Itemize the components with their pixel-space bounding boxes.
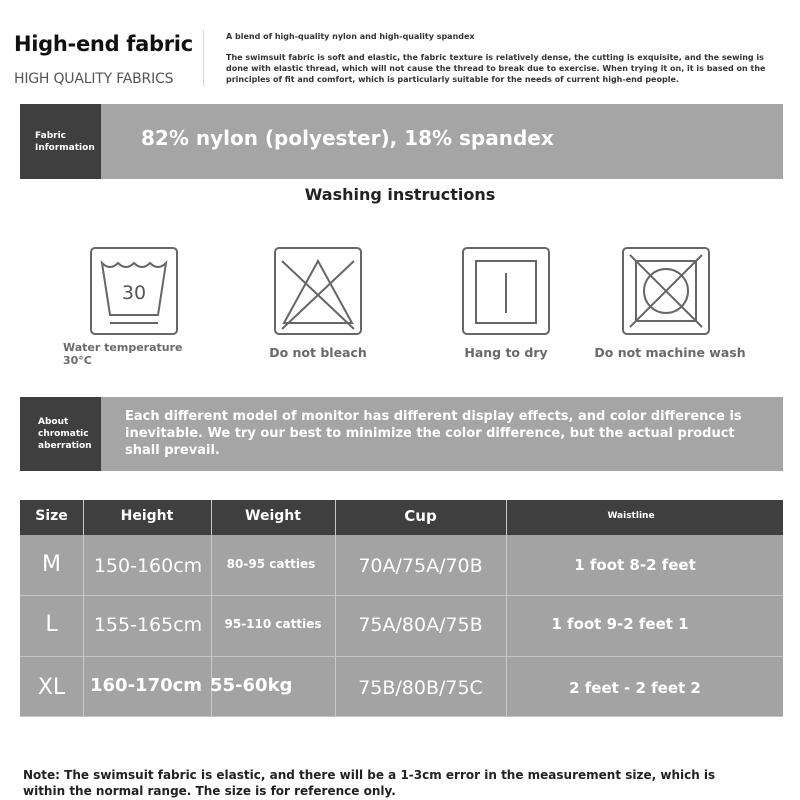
hang-dry-icon bbox=[462, 247, 550, 335]
no-bleach-icon bbox=[274, 247, 362, 335]
wash-temp-number: 30 bbox=[121, 282, 147, 304]
row-xl-waist: 2 feet - 2 feet 2 bbox=[569, 679, 701, 697]
row-l-size: L bbox=[45, 612, 58, 637]
chromatic-label-line3: aberration bbox=[38, 441, 92, 451]
size-note: Note: The swimsuit fabric is elastic, and there will be a 1-3cm error in the measurement size, which is within the normal range. The size is for reference only. bbox=[23, 768, 716, 798]
wash-30-label-line1: Water temperature bbox=[63, 341, 183, 354]
chromatic-text: Each different model of monitor has different display effects, and color difference is inevitable. We try our best to minimize the color difference, but the actual product shall prevail. bbox=[125, 409, 742, 458]
row-xl-cup: 75B/80B/75C bbox=[358, 677, 483, 699]
header-size: Size bbox=[35, 508, 68, 524]
no-machine-wash-icon bbox=[622, 247, 710, 335]
header-weight: Weight bbox=[245, 508, 301, 524]
header-waistline: Waistline bbox=[607, 511, 655, 521]
blend-heading: A blend of high-quality nylon and high-quality spandex bbox=[226, 32, 475, 41]
row-l-height: 155-165cm bbox=[93, 614, 203, 636]
chromatic-band bbox=[20, 397, 783, 471]
fabric-info-band bbox=[20, 104, 783, 179]
row-m-weight: 80-95 catties bbox=[226, 557, 316, 571]
row-m-height: 150-160cm bbox=[93, 555, 203, 577]
row-m-waist: 1 foot 8-2 feet bbox=[574, 556, 696, 574]
chromatic-label bbox=[20, 397, 101, 471]
no-machine-wash-label: Do not machine wash bbox=[594, 345, 746, 360]
page-title: High-end fabric bbox=[14, 32, 193, 56]
row-xl-size: XL bbox=[37, 675, 66, 700]
chromatic-label-line2: chromatic bbox=[38, 429, 89, 439]
fabric-label-line2: Information bbox=[35, 142, 95, 153]
header-cup: Cup bbox=[404, 507, 437, 525]
hang-dry-label: Hang to dry bbox=[464, 345, 548, 360]
wash-30-icon bbox=[90, 247, 178, 335]
page-subtitle: HIGH QUALITY FABRICS bbox=[14, 71, 174, 87]
fabric-info-label bbox=[20, 104, 101, 179]
row-l-cup: 75A/80A/75B bbox=[358, 614, 483, 636]
wash-30-label-line2: 30°C bbox=[63, 354, 92, 367]
fabric-label-line1: Fabric bbox=[35, 130, 66, 141]
row-m-size: M bbox=[42, 552, 61, 577]
washing-heading: Washing instructions bbox=[304, 185, 496, 204]
row-divider bbox=[20, 656, 783, 657]
header-divider bbox=[203, 30, 204, 86]
fabric-composition: 82% nylon (polyester), 18% spandex bbox=[141, 126, 554, 150]
row-m-cup: 70A/75A/70B bbox=[358, 555, 483, 577]
row-xl-weight: 55-60kg bbox=[210, 675, 293, 696]
row-divider bbox=[20, 595, 783, 596]
no-bleach-label: Do not bleach bbox=[269, 345, 367, 360]
row-xl-height: 160-170cm bbox=[90, 675, 203, 696]
wash-30-label bbox=[63, 341, 182, 367]
row-l-weight: 95-110 catties bbox=[224, 617, 322, 631]
row-divider bbox=[20, 716, 783, 717]
row-l-waist: 1 foot 9-2 feet 1 bbox=[551, 615, 689, 633]
header-height: Height bbox=[120, 508, 174, 524]
fabric-description: The swimsuit fabric is soft and elastic, the fabric texture is relatively dense, the cutting is exquisite, and the sewing is done with elastic thread, which will not cause the thread to break due to exercise. When trying it on, it is based on the principles of fit and comfort, which is particularly suitable for the needs of current high-end people. bbox=[226, 53, 766, 84]
chromatic-label-line1: About bbox=[38, 417, 69, 427]
